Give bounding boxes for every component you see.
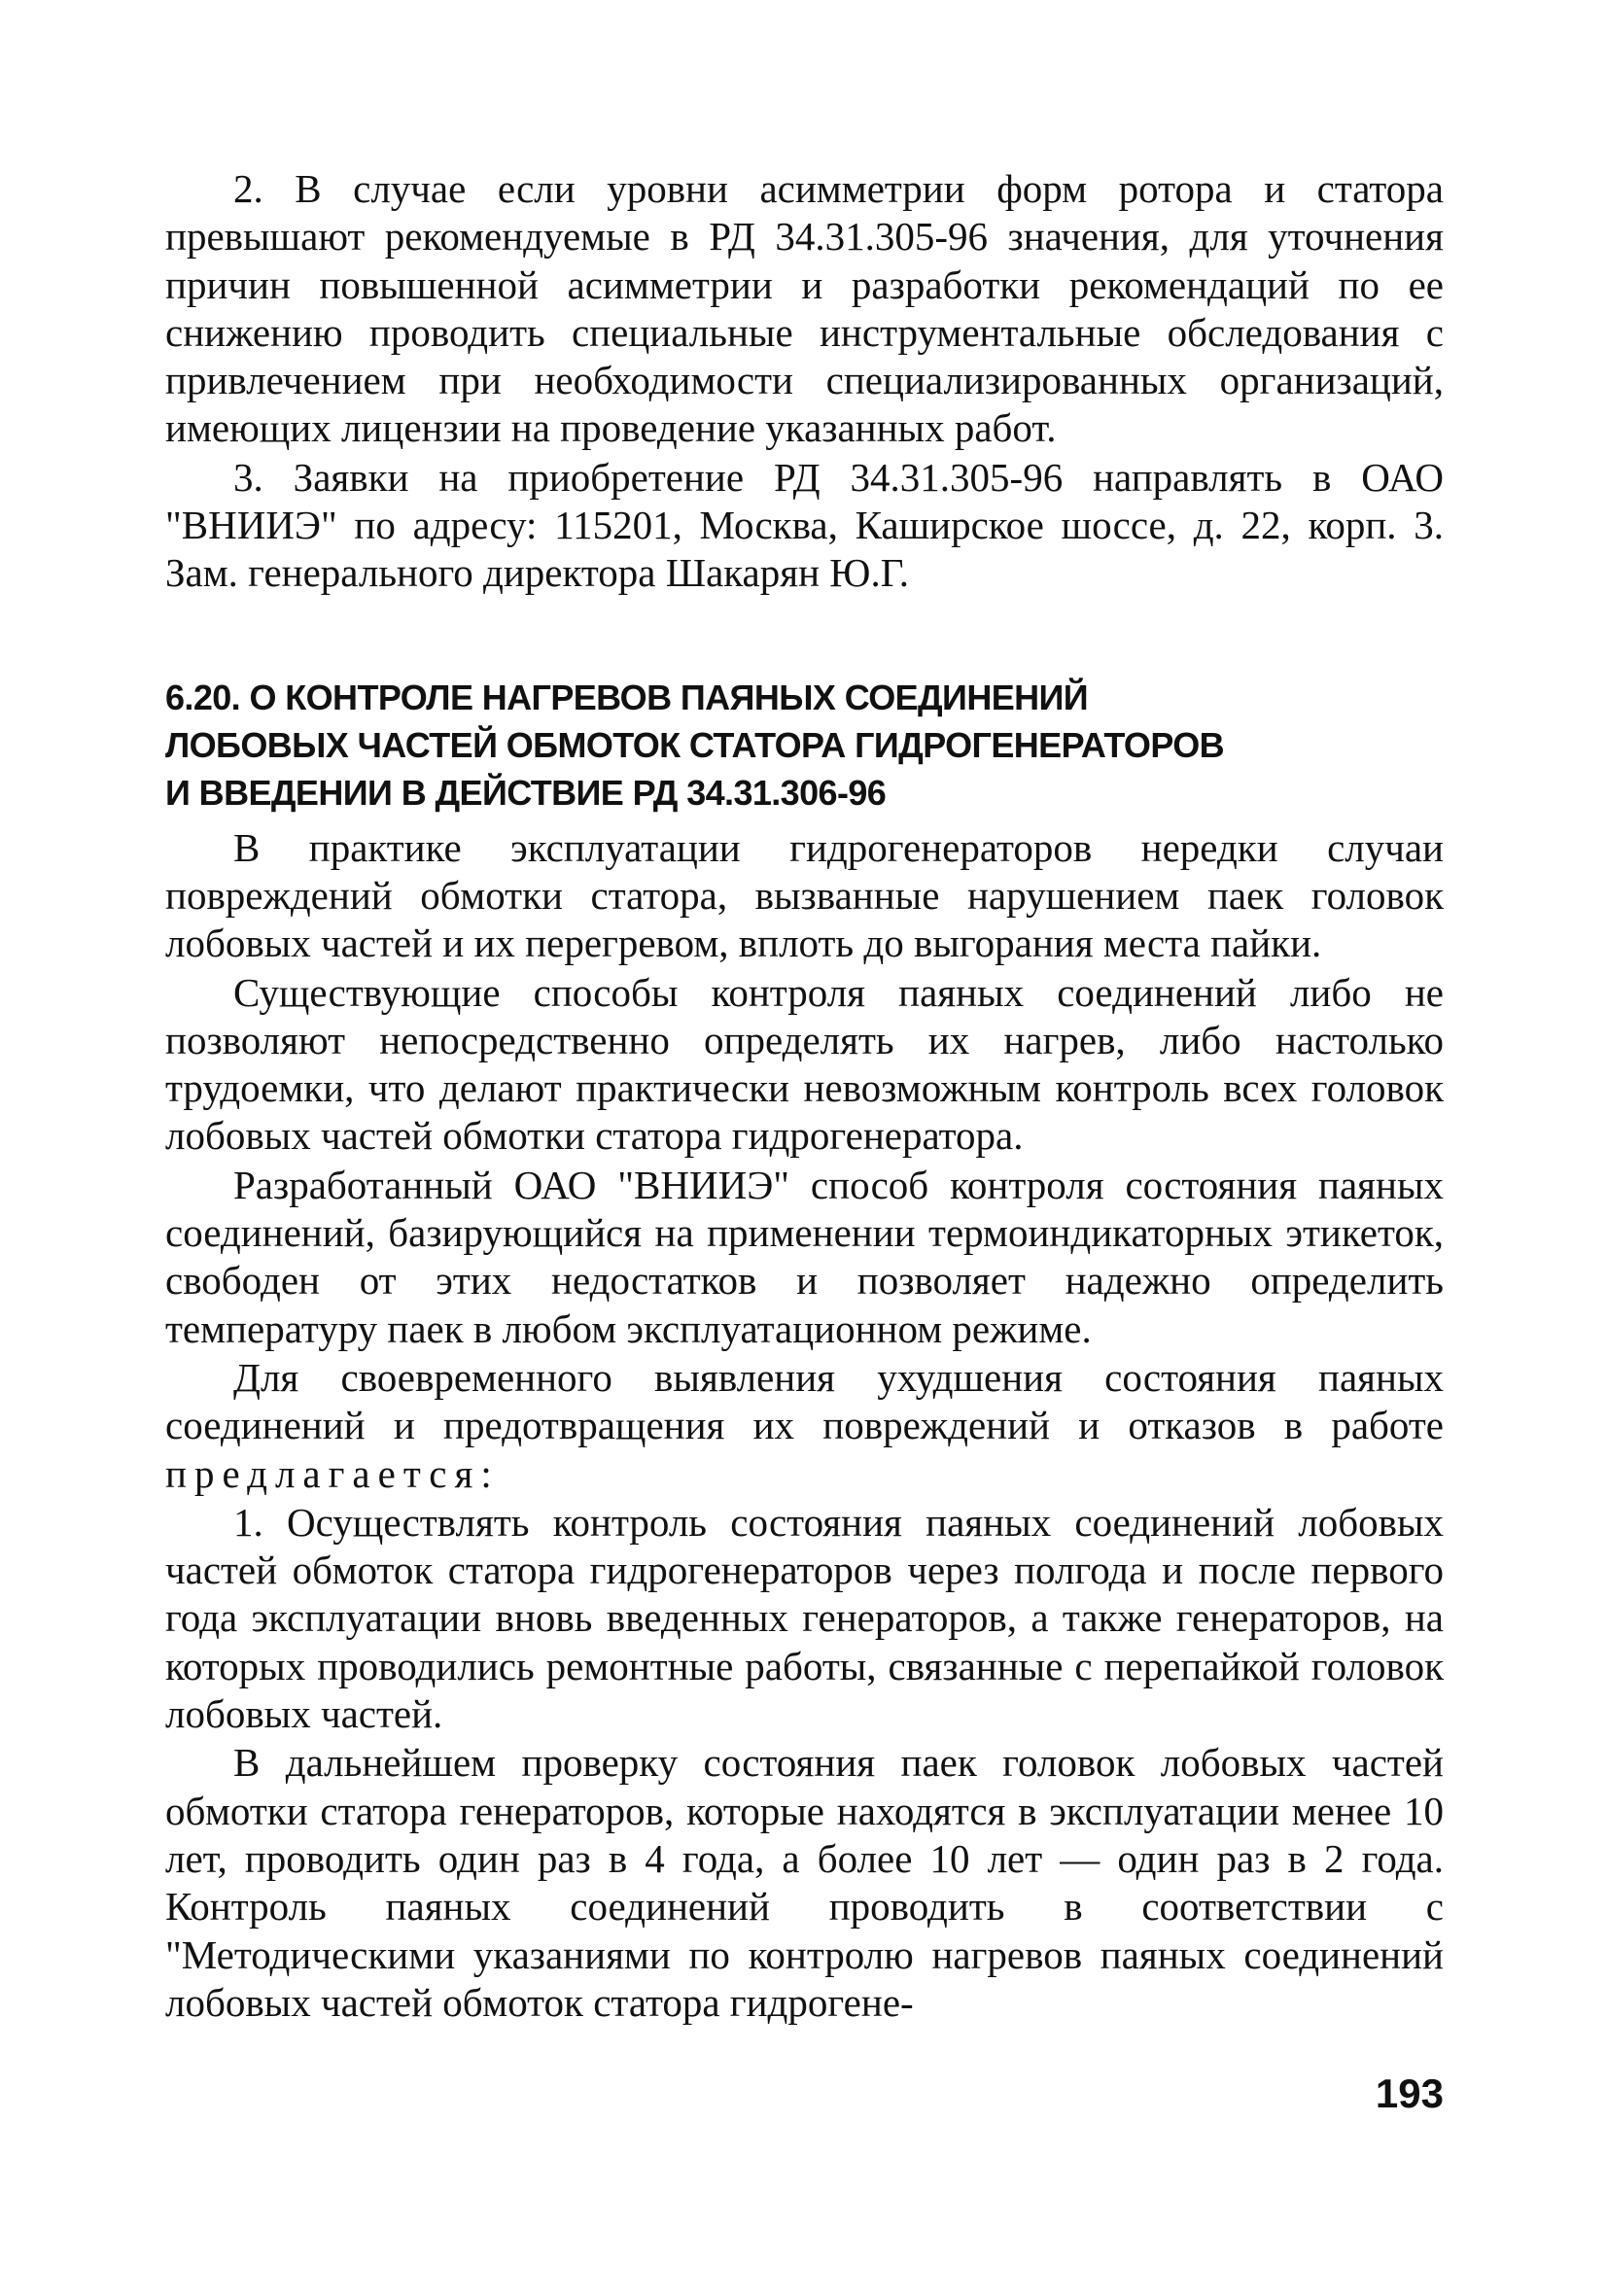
proposal-lead: Для своевременного выявления ухудшения состояния паяных соединений и предотвращения их повреждений и отказов в работе <box>165 1354 1444 1448</box>
section-heading <box>165 674 1444 817</box>
paragraph-proposal <box>165 1354 1444 1498</box>
proposal-keyword: предлагается <box>165 1450 481 1496</box>
paragraph-item-1: 1. Осуществлять контроль состояния паяных соединений лобовых частей обмоток статора гидрогенераторов через полгода и после первого года эксплуатации вновь введенных генераторов, а также генераторов, на которых проводились ремонтные работы, связанные с перепайкой головок лобовых частей. <box>165 1499 1444 1737</box>
section-heading-line-3: И ВВЕДЕНИИ В ДЕЙСТВИЕ РД 34.31.306-96 <box>165 772 887 813</box>
paragraph-existing-methods: Существующие способы контроля паяных соединений либо не позволяют непосредственно определять их нагрев, либо настолько трудоемки, что делают практически невозможным контроль всех головок лобовых частей обмотки статора гидрогенератора. <box>165 969 1444 1159</box>
proposal-end: : <box>480 1450 492 1496</box>
paragraph-item-2: 2. В случае если уровни асимметрии форм ротора и статора превышают рекомендуемые в РД 34.31.305-96 значения, для уточнения причин повышенной асимметрии и разработки рекомендаций по ее снижению проводить специальные инструментальные обследования с привлечением при необходимости специализированных организаций, имеющих лицензии на проведение указанных работ. <box>165 166 1444 451</box>
paragraph-item-3: 3. Заявки на приобретение РД 34.31.305-96 направлять в ОАО "ВНИИЭ" по адресу: 115201, Москва, Каширское шоссе, д. 22, корп. 3. Зам. генерального директора Шакарян Ю.Г. <box>165 454 1444 596</box>
paragraph-further-checks: В дальнейшем проверку состояния паек головок лобовых частей обмотки статора генераторов, которые находятся в эксплуатации менее 10 лет, проводить один раз в 4 года, а более 10 лет — один раз в 2 года. Контроль паяных соединений проводить в соответствии с "Методическими указаниями по контролю нагревов паяных соединений лобовых частей обмоток статора гидрогене- <box>165 1740 1444 2025</box>
section-heading-line-1: 6.20. О КОНТРОЛЕ НАГРЕВОВ ПАЯНЫХ СОЕДИНЕНИЙ <box>165 677 1089 717</box>
section-heading-line-2: ЛОБОВЫХ ЧАСТЕЙ ОБМОТОК СТАТОРА ГИДРОГЕНЕРАТОРОВ <box>165 724 1225 765</box>
paragraph-practice: В практике эксплуатации гидрогенераторов нередки случаи повреждений обмотки статора, вызванные нарушением паек головок лобовых частей и их перегревом, вплоть до выгорания места пайки. <box>165 824 1444 966</box>
page-number: 193 <box>1375 2070 1444 2116</box>
document-page <box>165 165 1444 2027</box>
paragraph-developed-method: Разработанный ОАО "ВНИИЭ" способ контроля состояния паяных соединений, базирующийся на применении термоиндикаторных этикеток, свободен от этих недостатков и позволяет надежно определить температуру паек в любом эксплуатационном режиме. <box>165 1162 1444 1351</box>
